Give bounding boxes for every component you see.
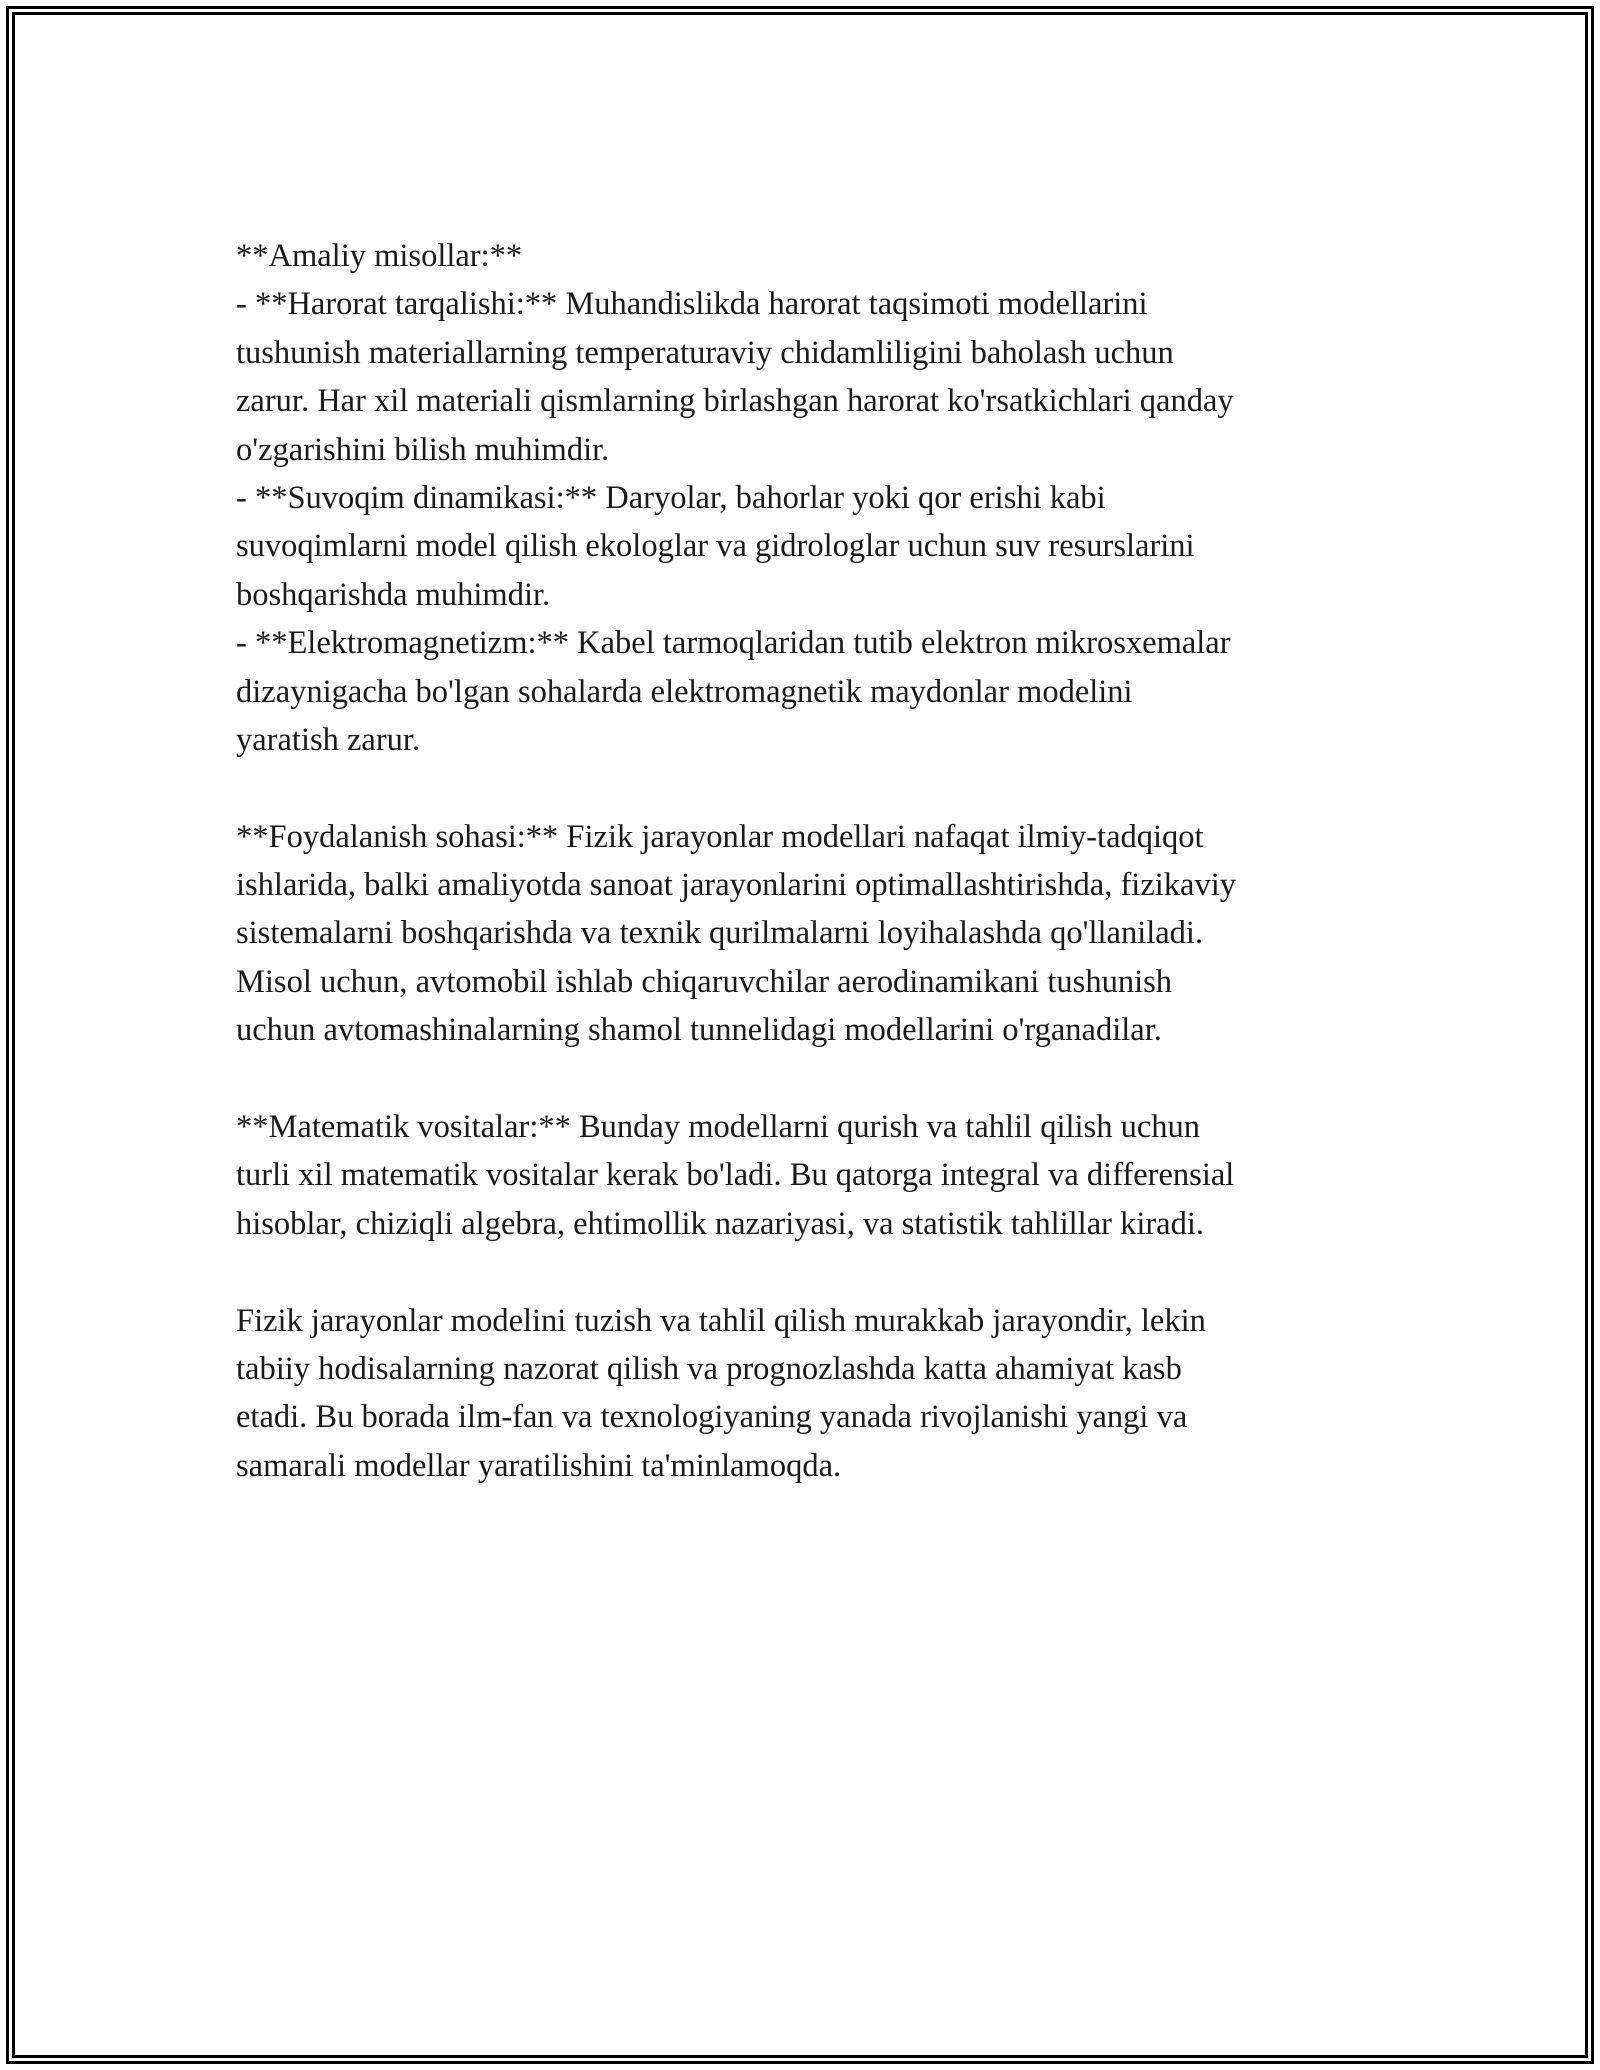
paragraph-line: sistemalarni boshqarishda va texnik qurilmalarni loyihalashda qo'llaniladi. xyxy=(236,915,1204,952)
paragraph-line: zarur. Har xil materiali qismlarning birlashgan harorat ko'rsatkichlari qanday xyxy=(236,383,1234,420)
paragraph-line: dizaynigacha bo'lgan sohalarda elektromagnetik maydonlar modelini xyxy=(236,673,1133,710)
paragraph-line: **Matematik vositalar:** Bunday modellarni qurish va tahlil qilish uchun xyxy=(236,1109,1201,1146)
document-body xyxy=(236,232,1386,1490)
paragraph-line: suvoqimlarni model qilish ekologlar va gidrologlar uchun suv resurslarini xyxy=(236,528,1195,565)
section-foydalanish-sohasi xyxy=(236,813,1386,1055)
section-amaliy-misollar xyxy=(236,232,1386,764)
section-matematik-vositalar xyxy=(236,1103,1386,1248)
section-xulosa xyxy=(236,1297,1386,1491)
paragraph-line: boshqarishda muhimdir. xyxy=(236,576,551,613)
paragraph-line: samarali modellar yaratilishini ta'minlamoqda. xyxy=(236,1447,842,1484)
paragraph-line: ishlarida, balki amaliyotda sanoat jarayonlarini optimallashtirishda, fizikaviy xyxy=(236,867,1236,904)
list-item-elektromagnetizm: - **Elektromagnetizm:** Kabel tarmoqlaridan tutib elektron mikrosxemalar xyxy=(236,625,1231,662)
paragraph-line: etadi. Bu borada ilm-fan va texnologiyaning yanada rivojlanishi yangi va xyxy=(236,1399,1188,1436)
paragraph-line: tushunish materiallarning temperaturaviy chidamliligini baholash uchun xyxy=(236,334,1174,371)
paragraph-line: Misol uchun, avtomobil ishlab chiqaruvchilar aerodinamikani tushunish xyxy=(236,963,1173,1000)
paragraph-spacer xyxy=(236,1248,1386,1296)
paragraph-line: o'zgarishini bilish muhimdir. xyxy=(236,431,610,468)
paragraph-line: tabiiy hodisalarning nazorat qilish va prognozlashda katta ahamiyat kasb xyxy=(236,1350,1182,1387)
paragraph-line: uchun avtomashinalarning shamol tunnelidagi modellarini o'rganadilar. xyxy=(236,1012,1162,1049)
list-item-suvoqim-dinamikasi: - **Suvoqim dinamikasi:** Daryolar, bahorlar yoki qor erishi kabi xyxy=(236,479,1106,516)
paragraph-spacer xyxy=(236,764,1386,812)
paragraph-line: hisoblar, chiziqli algebra, ehtimollik nazariyasi, va statistik tahlillar kiradi. xyxy=(236,1205,1205,1242)
paragraph-line: turli xil matematik vositalar kerak bo'ladi. Bu qatorga integral va differensial xyxy=(236,1157,1235,1194)
section-heading: **Amaliy misollar:** xyxy=(236,238,523,274)
list-item-harorat-tarqalishi: - **Harorat tarqalishi:** Muhandislikda harorat taqsimoti modellarini xyxy=(236,286,1148,323)
paragraph-line: yaratish zarur. xyxy=(236,721,421,758)
paragraph-line: **Foydalanish sohasi:** Fizik jarayonlar modellari nafaqat ilmiy-tadqiqot xyxy=(236,818,1204,855)
paragraph-spacer xyxy=(236,1055,1386,1103)
paragraph-line: Fizik jarayonlar modelini tuzish va tahlil qilish murakkab jarayondir, lekin xyxy=(236,1302,1206,1339)
